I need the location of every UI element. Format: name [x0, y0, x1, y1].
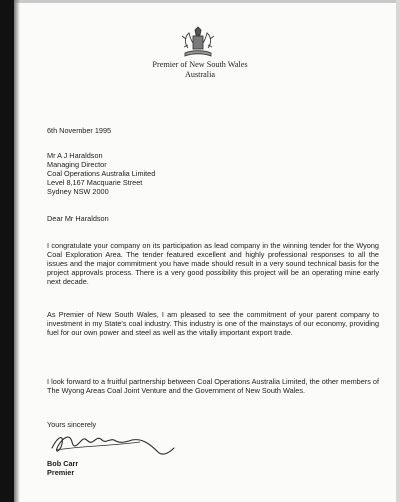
body-paragraph-1: I congratulate your company on its participation as lead company in the winning tender for the Wyong Coal Exploration Area. The tender featured excellent and highly professional responses to all the issues and the major commitment you have made should result in a very sound technical basis for the project approvals process. There is a very good possibility this project will be an operating mine early next decade. — [47, 241, 379, 286]
letter-date: 6th November 1995 — [47, 126, 112, 135]
body-paragraph-2: As Premier of New South Wales, I am pleased to see the commitment of your parent company to investment in my State's coal industry. This industry is one of the mainstays of our economy, providing fuel for our own power and steel as well as the vitally important export trade. — [47, 310, 379, 337]
salutation: Dear Mr Haraldson — [47, 214, 109, 223]
recipient-name: Mr A J Haraldson — [47, 151, 103, 160]
recipient-street: Level 8,167 Macquarie Street — [47, 178, 143, 187]
scan-shadow — [14, 0, 20, 502]
closing: Yours sincerely — [47, 420, 97, 429]
letterhead — [120, 60, 280, 80]
signer-name: Bob Carr — [47, 459, 79, 468]
signer-block — [47, 459, 78, 477]
coat-of-arms-icon — [178, 26, 218, 60]
letterhead-country: Australia — [184, 70, 215, 79]
body-paragraph-3: I look forward to a fruitful partnership between Coal Operations Australia Limited, the other members of The Wyong Areas Coal Joint Venture and the Government of New South Wales. — [47, 377, 379, 395]
recipient-company: Coal Operations Australia Limited — [47, 169, 156, 178]
recipient-title: Managing Director — [47, 160, 107, 169]
scan-binding-edge — [0, 0, 14, 502]
recipient-address — [47, 151, 155, 196]
scan-border-right — [396, 0, 400, 502]
handwritten-signature — [50, 430, 180, 458]
letterhead-title: Premier of New South Wales — [152, 60, 248, 69]
scan-border-top — [0, 0, 400, 3]
signer-title: Premier — [47, 468, 75, 477]
recipient-city: Sydney NSW 2000 — [47, 187, 109, 196]
